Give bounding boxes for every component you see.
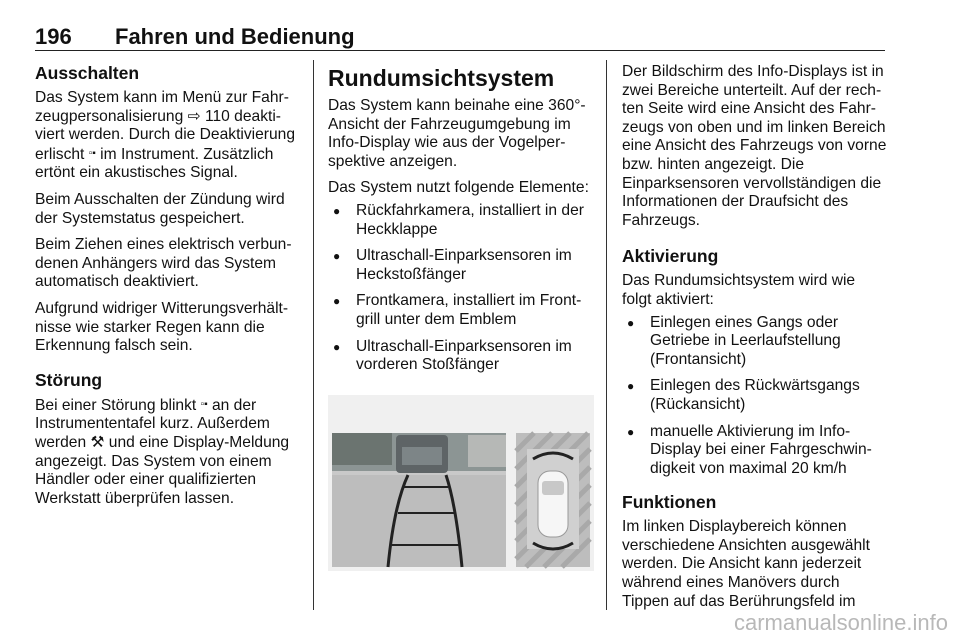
column-middle bbox=[328, 63, 594, 571]
paragraph-ignition: Beim Ausschalten der Zündung wird der Systemstatus gespeichert. bbox=[35, 190, 285, 227]
paragraph-deactivation bbox=[35, 89, 300, 183]
elements-list bbox=[328, 202, 594, 375]
text-segment: an der Instrumententafel kurz. Außerdem werden bbox=[35, 396, 270, 451]
chapter-title: Fahren und Bedienung bbox=[115, 24, 355, 49]
page-number: 196 bbox=[35, 24, 72, 49]
paragraph-elements-lead: Das System nutzt folgende Elemente: bbox=[328, 179, 589, 197]
column-divider bbox=[606, 60, 607, 610]
activation-list bbox=[622, 314, 888, 479]
camera-system-icon: ▫▪ bbox=[200, 398, 208, 410]
list-item: ● Einlegen des Rückwärtsgangs (Rückansicht) bbox=[622, 377, 888, 414]
paragraph-weather: Aufgrund widriger Witterungsverhält-nisse wie starker Regen kann die Erkennung falsch sein. bbox=[35, 299, 289, 355]
text-segment: im Instrument. Zusätzlich ertönt ein akustisches Signal. bbox=[35, 145, 274, 182]
page-reference-text: 110 deakti-viert werden. Durch die Deaktivierung erlischt bbox=[35, 107, 296, 163]
heading-stoerung: Störung bbox=[35, 369, 103, 390]
list-item: ● Rückfahrkamera, installiert in der Heckklappe bbox=[328, 202, 594, 239]
column-left bbox=[35, 63, 300, 516]
heading-funktionen: Funktionen bbox=[622, 492, 717, 513]
list-item: ● Frontkamera, installiert im Front-grill unter dem Emblem bbox=[328, 292, 594, 329]
surround-view-illustration bbox=[328, 395, 594, 571]
surround-view-display-graphic bbox=[328, 395, 594, 571]
page-header bbox=[35, 22, 885, 51]
watermark: carmanualsonline.info bbox=[733, 610, 948, 635]
paragraph-intro: Das System kann beinahe eine 360°-Ansicht der Fahrzeugumgebung im Info-Display wie aus der Vogelper-spektive anzeigen. bbox=[328, 97, 586, 170]
column-right bbox=[622, 63, 888, 619]
list-item: ● Ultraschall-Einparksensoren im vorderen Stoßfänger bbox=[328, 338, 594, 375]
text-segment: und eine Display-Meldung angezeigt. Das System von einem Händler oder einer qualifizierten Werkstatt überprüfen lassen. bbox=[35, 433, 290, 507]
paragraph-activation-lead: Das Rundumsichtsystem wird wie folgt aktiviert: bbox=[622, 272, 856, 308]
page-reference-arrow-icon: ⇨ bbox=[187, 107, 201, 125]
list-item: ● manuelle Aktivierung im Info-Display bei einer Fahrgeschwin-digkeit von maximal 20 km/h bbox=[622, 423, 888, 479]
paragraph-trailer: Beim Ziehen eines elektrisch verbun-denen Anhängers wird das System automatisch deaktiviert. bbox=[35, 236, 292, 291]
text-segment: Bei einer Störung blinkt bbox=[35, 396, 201, 414]
text-segment: Das System kann im Menü zur Fahr-zeugpersonalisierung bbox=[35, 89, 289, 125]
list-item: ● Einlegen eines Gangs oder Getriebe in Leerlaufstellung (Frontansicht) bbox=[622, 314, 888, 370]
heading-aktivierung: Aktivierung bbox=[622, 246, 719, 267]
heading-rundumsichtsystem: Rundumsichtsystem bbox=[328, 65, 555, 91]
paragraph-fault bbox=[35, 396, 300, 509]
paragraph-functions: Im linken Displaybereich können verschiedene Ansichten ausgewählt werden. Die Ansicht kann jederzeit während eines Manövers durch Tippen auf das Berührungsfeld im bbox=[622, 518, 870, 610]
camera-system-icon: ▫▪ bbox=[88, 147, 96, 159]
column-divider bbox=[313, 60, 314, 610]
list-item: ● Ultraschall-Einparksensoren im Heckstoßfänger bbox=[328, 247, 594, 284]
wrench-icon: ⚒ bbox=[90, 433, 105, 451]
paragraph-display-areas: Der Bildschirm des Info-Displays ist in zwei Bereiche unterteilt. Auf der rech-ten Seite wird eine Ansicht des Fahr-zeugs von oben und im linken Bereich eine Ansicht des Fahrzeugs von vorne bzw. hinten angezeigt. Die Einparksensoren vervollständigen die Informationen der Draufsicht des Fahrzeugs. bbox=[622, 63, 887, 229]
heading-ausschalten: Ausschalten bbox=[35, 63, 140, 83]
